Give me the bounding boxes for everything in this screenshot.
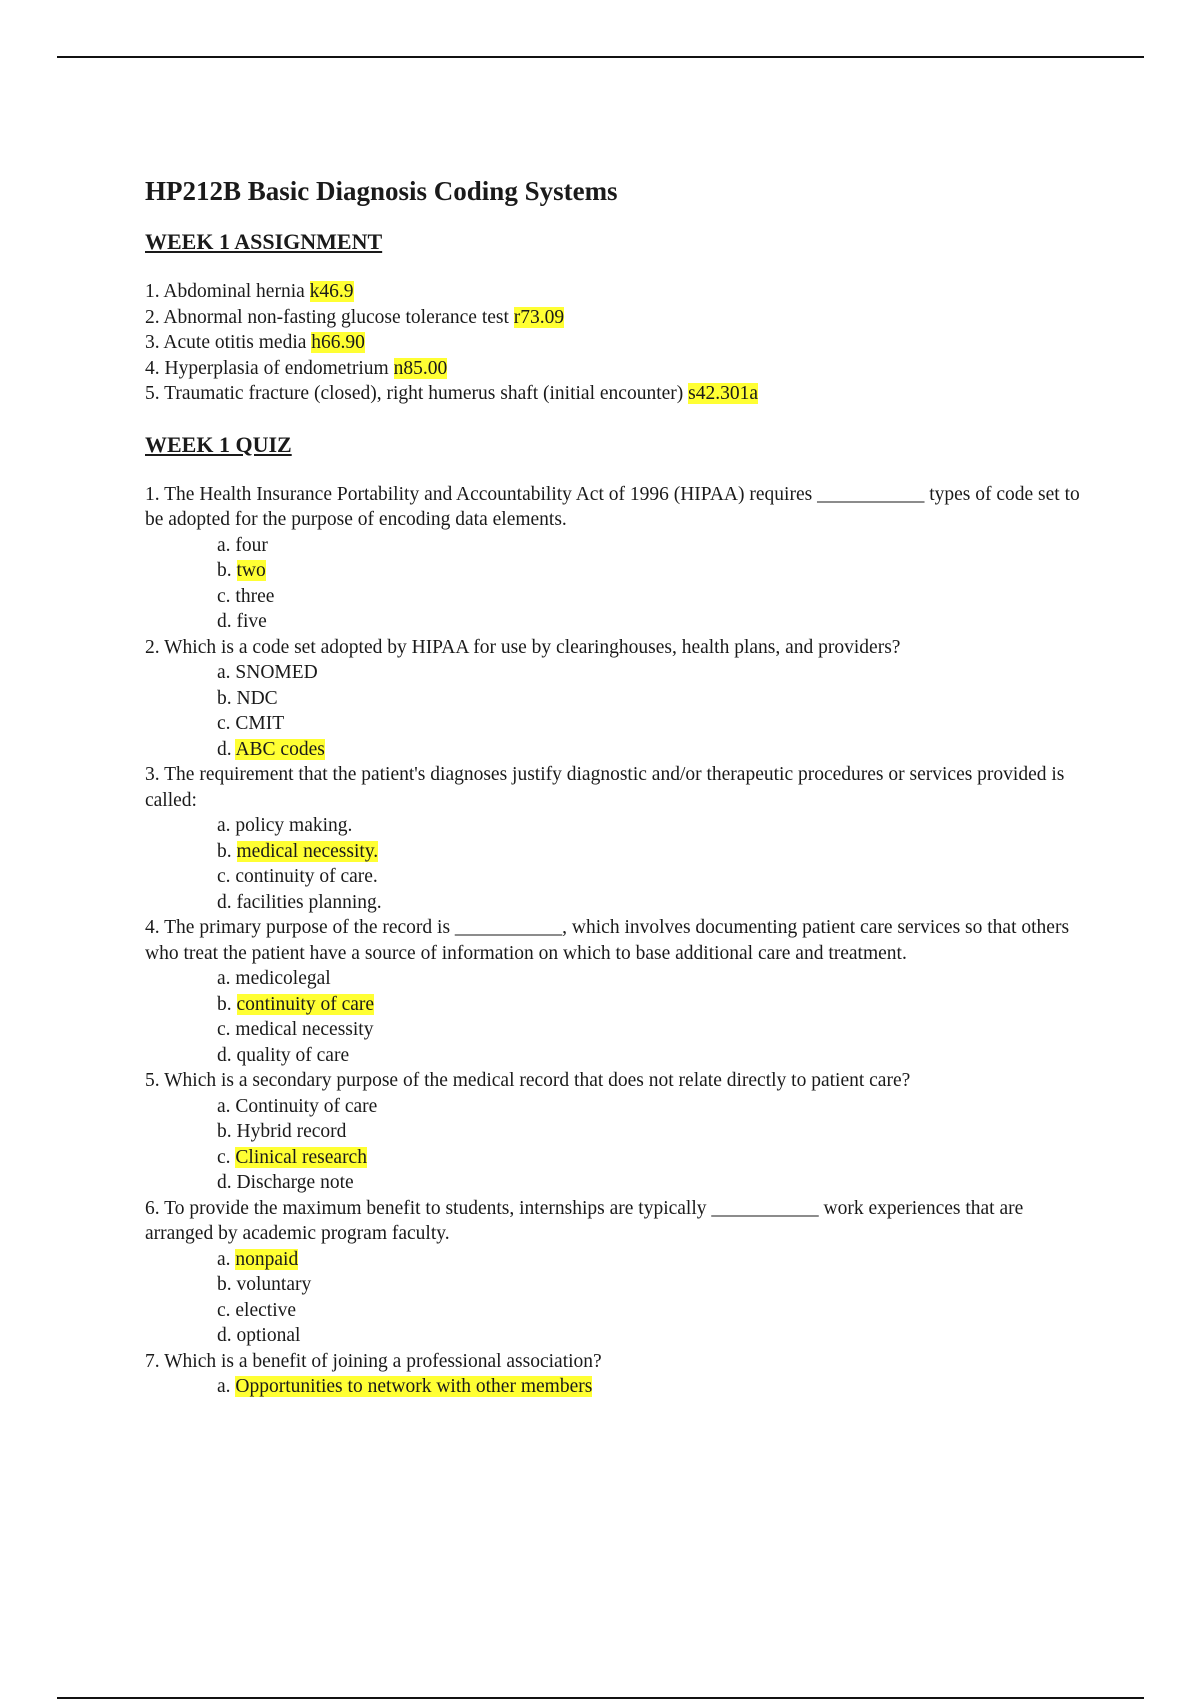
quiz-option	[145, 660, 1095, 686]
quiz-option-letter: c.	[217, 866, 236, 887]
quiz-option-answer: medical necessity.	[236, 840, 379, 862]
quiz-option-letter: d.	[217, 611, 237, 632]
quiz-option	[145, 813, 1095, 839]
quiz-option-text: three	[235, 585, 275, 607]
quiz-option-text: facilities planning.	[236, 891, 382, 913]
quiz-question: 1. The Health Insurance Portability and Accountability Act of 1996 (HIPAA) requires ___________ types of code set to be adopted for the purpose of encoding data elements.	[145, 483, 1080, 530]
assignment-item	[145, 356, 1095, 382]
quiz-option-letter: a.	[217, 1095, 236, 1117]
quiz-option-letter: c.	[217, 1019, 236, 1040]
quiz-option	[145, 686, 1095, 712]
quiz-question: 7. Which is a benefit of joining a professional association?	[145, 1350, 602, 1372]
assignment-item-text: 3. Acute otitis media	[145, 332, 312, 353]
quiz-option-letter: b.	[217, 993, 237, 1015]
quiz-option-answer: ABC codes	[235, 738, 325, 760]
quiz-option	[145, 584, 1095, 610]
quiz-option	[145, 1170, 1095, 1196]
quiz-question: 5. Which is a secondary purpose of the medical record that does not relate directly to patient care?	[145, 1070, 911, 1091]
quiz-option	[145, 1043, 1095, 1069]
quiz-option-text: continuity of care.	[235, 866, 378, 887]
quiz-option-text: medicolegal	[235, 968, 331, 989]
quiz-option-text: Discharge note	[236, 1172, 354, 1193]
quiz-option	[145, 609, 1095, 635]
quiz-option-letter: d.	[217, 1172, 237, 1193]
quiz-option-letter: c.	[217, 713, 236, 734]
quiz-option-letter: a.	[217, 1376, 236, 1397]
quiz-option	[145, 737, 1095, 763]
assignment-item-code: s42.301a	[688, 383, 758, 404]
quiz-option	[145, 1145, 1095, 1171]
quiz-option-letter: d.	[217, 891, 237, 913]
assignment-heading: WEEK 1 ASSIGNMENT	[145, 229, 383, 254]
document-body	[145, 173, 1095, 1400]
quiz-option	[145, 711, 1095, 737]
quiz-option-text: elective	[235, 1299, 297, 1321]
quiz-option-answer: two	[236, 560, 266, 581]
quiz-option-letter: c.	[217, 1299, 236, 1321]
assignment-item-code: h66.90	[311, 332, 365, 353]
quiz-option-text: quality of care	[236, 1044, 350, 1066]
quiz-option	[145, 839, 1095, 865]
assignment-item-code: k46.9	[309, 281, 354, 302]
assignment-item	[145, 279, 1095, 305]
assignment-item	[145, 330, 1095, 356]
assignment-item-text: 5. Traumatic fracture (closed), right humerus shaft (initial encounter)	[145, 383, 689, 404]
quiz-option-letter: b.	[217, 687, 237, 709]
quiz-option	[145, 533, 1095, 559]
quiz-option-letter: c.	[217, 585, 236, 607]
assignment-item	[145, 305, 1095, 331]
quiz-option-text: four	[235, 534, 268, 556]
quiz-option-letter: c.	[217, 1146, 236, 1168]
quiz-option-letter: a.	[217, 534, 236, 556]
quiz-option-letter: a.	[217, 815, 236, 836]
quiz-list	[145, 482, 1095, 1400]
quiz-option	[145, 1094, 1095, 1120]
quiz-option-letter: a.	[217, 662, 236, 683]
quiz-option-text: Hybrid record	[236, 1121, 347, 1142]
quiz-option-text: CMIT	[235, 713, 285, 734]
quiz-option-letter: d.	[217, 738, 236, 760]
quiz-option-answer: Clinical research	[235, 1146, 367, 1168]
quiz-option-letter: b.	[217, 560, 237, 581]
quiz-question: 3. The requirement that the patient's diagnoses justify diagnostic and/or therapeutic procedures or services provided is called:	[145, 764, 1065, 811]
assignment-item	[145, 381, 1095, 407]
assignment-item-code: r73.09	[513, 306, 565, 328]
quiz-option-text: SNOMED	[235, 662, 318, 683]
assignment-item-code: n85.00	[393, 357, 448, 379]
quiz-option-answer: continuity of care	[236, 993, 375, 1015]
quiz-option	[145, 1323, 1095, 1349]
quiz-option	[145, 1272, 1095, 1298]
quiz-option	[145, 1374, 1095, 1400]
quiz-question: 6. To provide the maximum benefit to students, internships are typically ___________ work experiences that are arranged by academic program faculty.	[145, 1197, 1024, 1244]
quiz-option	[145, 1247, 1095, 1273]
quiz-option-letter: d.	[217, 1044, 237, 1066]
quiz-option-letter: b.	[217, 1274, 237, 1295]
quiz-option	[145, 1119, 1095, 1145]
quiz-option-letter: a.	[217, 1248, 236, 1270]
assignment-item-text: 2. Abnormal non-fasting glucose tolerance test	[145, 306, 514, 328]
quiz-option	[145, 890, 1095, 916]
quiz-option-letter: d.	[217, 1325, 237, 1346]
quiz-option-letter: a.	[217, 968, 236, 989]
quiz-option	[145, 1298, 1095, 1324]
quiz-option	[145, 992, 1095, 1018]
quiz-option-text: five	[236, 611, 267, 632]
quiz-option	[145, 558, 1095, 584]
quiz-option	[145, 1017, 1095, 1043]
quiz-option-text: medical necessity	[235, 1019, 374, 1040]
assignment-list	[145, 279, 1095, 407]
assignment-item-text: 4. Hyperplasia of endometrium	[145, 357, 394, 379]
page-bottom-rule	[57, 1697, 1144, 1699]
quiz-question: 2. Which is a code set adopted by HIPAA for use by clearinghouses, health plans, and providers?	[145, 636, 901, 658]
quiz-option-answer: Opportunities to network with other members	[235, 1376, 593, 1397]
quiz-option-text: NDC	[236, 687, 278, 709]
quiz-option	[145, 966, 1095, 992]
document-title: HP212B Basic Diagnosis Coding Systems	[145, 176, 618, 206]
quiz-heading: WEEK 1 QUIZ	[145, 431, 292, 457]
quiz-option-text: optional	[236, 1325, 301, 1346]
quiz-option-letter: b.	[217, 1121, 237, 1142]
assignment-item-text: 1. Abdominal hernia	[145, 281, 310, 302]
quiz-option-answer: nonpaid	[235, 1248, 299, 1270]
quiz-option-text: voluntary	[236, 1274, 312, 1295]
quiz-option-text: Continuity of care	[235, 1095, 378, 1117]
quiz-option-text: policy making.	[235, 815, 353, 836]
quiz-option	[145, 864, 1095, 890]
page-top-rule	[57, 56, 1144, 58]
quiz-question: 4. The primary purpose of the record is ___________, which involves documenting patient care services so that others who treat the patient have a source of information on which to base additional care and treatment.	[145, 917, 1070, 964]
quiz-option-letter: b.	[217, 840, 237, 862]
